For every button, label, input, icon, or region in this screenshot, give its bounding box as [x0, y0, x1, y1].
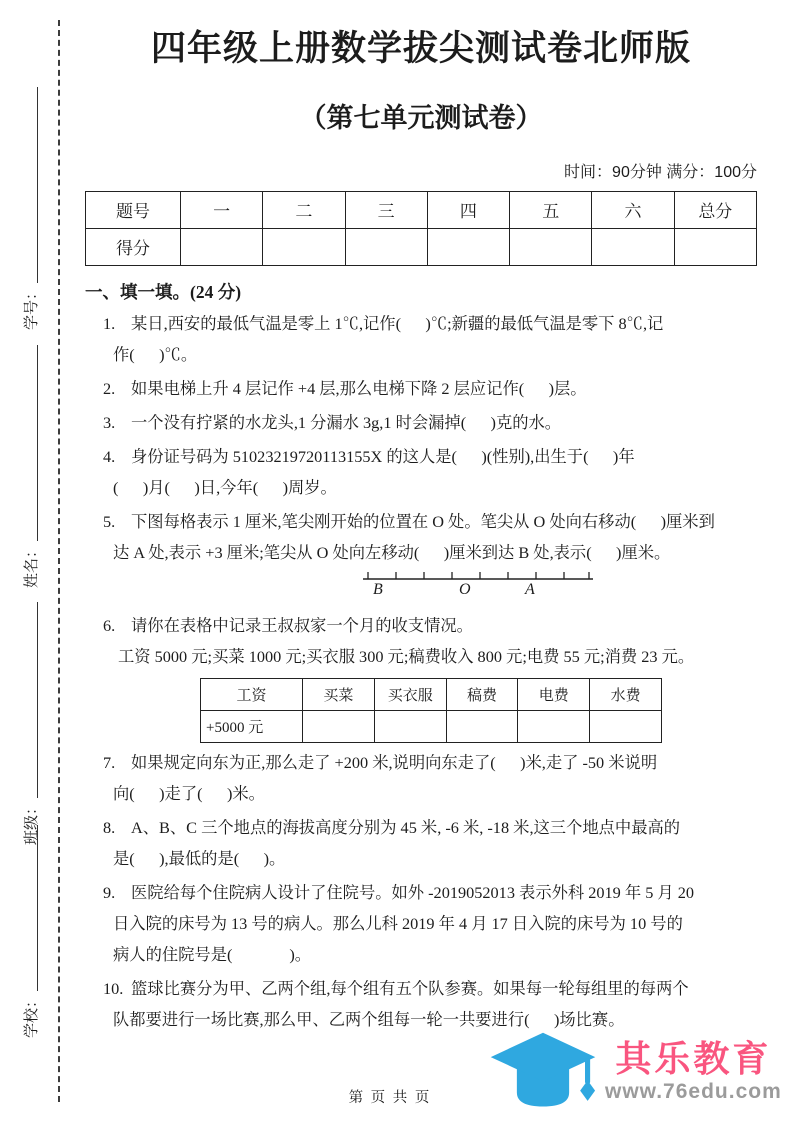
expense-cell-salary: +5000 元 — [201, 710, 303, 742]
school-label: 学校： — [24, 992, 40, 1038]
question-3 — [85, 407, 757, 438]
question-text: 如果电梯上升 4 层记作 +4 层,那么电梯下降 2 层应记作( )层。 — [131, 378, 587, 398]
question-5 — [85, 506, 757, 607]
question-text: 队都要进行一场比赛,那么甲、乙两个组每一轮一共要进行( )场比赛。 — [113, 1009, 625, 1029]
exam-paper — [85, 26, 757, 1035]
score-col-2: 二 — [263, 191, 345, 228]
question-number: 9. — [103, 882, 116, 902]
question-text: 工资 5000 元;买菜 1000 元;买衣服 300 元;稿费收入 800 元;电费 55 元;消费 23 元。 — [118, 646, 695, 666]
brand-name: 其乐教育 — [615, 1038, 772, 1080]
question-number: 10. — [103, 978, 124, 998]
question-8 — [85, 812, 757, 874]
score-cell — [510, 228, 592, 265]
question-line — [103, 373, 757, 404]
question-text: 请你在表格中记录王叔叔家一个月的收支情况。 — [131, 615, 473, 635]
question-text: A、B、C 三个地点的海拔高度分别为 45 米, -6 米, -18 米,这三个地点中最高的 — [131, 817, 681, 837]
question-line — [103, 747, 757, 778]
question-text: 是( ),最低的是( )。 — [113, 848, 286, 868]
question-10 — [85, 973, 757, 1035]
expense-table — [200, 678, 662, 743]
expense-cell — [590, 710, 662, 742]
score-table-value-row — [86, 228, 757, 265]
expense-table-value-row — [201, 710, 662, 742]
score-cell — [674, 228, 756, 265]
question-text: 某日,西安的最低气温是零上 1℃,记作( )℃;新疆的最低气温是零下 8℃,记 — [131, 313, 664, 333]
question-line — [103, 778, 757, 809]
question-line — [103, 407, 757, 438]
score-row-label: 得分 — [86, 228, 181, 265]
question-4 — [85, 441, 757, 503]
score-col-3: 三 — [345, 191, 427, 228]
question-number: 6. — [103, 615, 116, 635]
question-line — [103, 843, 757, 874]
question-list — [85, 308, 757, 1035]
numberline-label-o: O — [459, 580, 471, 598]
name-label: 姓名： — [24, 542, 40, 588]
question-text: 篮球比赛分为甲、乙两个组,每个组有五个队参赛。如果每一轮每组里的每两个 — [131, 978, 689, 998]
expense-col-clothes: 买衣服 — [374, 678, 446, 710]
question-line — [103, 973, 757, 1004]
expense-cell — [303, 710, 375, 742]
question-number: 1. — [103, 313, 116, 333]
footer-page-label: 第 页 共 页 — [348, 1090, 432, 1106]
question-line — [103, 812, 757, 843]
question-line — [103, 877, 757, 908]
question-text: 下图每格表示 1 厘米,笔尖刚开始的位置在 O 处。笔尖从 O 处向右移动( )厘米到 — [131, 511, 715, 531]
score-cell — [180, 228, 262, 265]
brand-text-block — [605, 1040, 782, 1104]
numberline-label-a: A — [525, 580, 535, 598]
question-text: 病人的住院号是( )。 — [113, 944, 312, 964]
question-line — [103, 506, 757, 537]
question-2 — [85, 373, 757, 404]
question-number: 3. — [103, 412, 116, 432]
school-blank-line — [36, 825, 38, 991]
score-cell — [592, 228, 674, 265]
page-subtitle: （第七单元测试卷） — [299, 102, 543, 133]
question-6 — [85, 610, 757, 743]
expense-col-groceries: 买菜 — [303, 678, 375, 710]
question-7 — [85, 747, 757, 809]
binding-dashed-line — [58, 20, 60, 1102]
sidebar-field-name — [20, 343, 42, 588]
graduation-cap-icon — [487, 1029, 599, 1115]
expense-col-electricity: 电费 — [518, 678, 590, 710]
question-number: 4. — [103, 446, 116, 466]
sidebar-field-class — [20, 600, 42, 845]
student-id-blank-line — [36, 87, 38, 283]
exam-meta: 时间：90分钟 满分：100分 — [564, 163, 757, 181]
question-line — [103, 472, 757, 503]
question-line — [103, 939, 757, 970]
question-text: ( )月( )日,今年( )周岁。 — [113, 477, 337, 497]
question-9 — [85, 877, 757, 970]
expense-cell — [518, 710, 590, 742]
expense-col-water: 水费 — [590, 678, 662, 710]
page-title: 四年级上册数学拔尖测试卷北师版 — [150, 29, 691, 68]
name-blank-line — [36, 345, 38, 541]
question-text: 身份证号码为 51023219720113155X 的这人是( )(性别),出生于( )年 — [131, 446, 635, 466]
score-cell — [345, 228, 427, 265]
question-1 — [85, 308, 757, 370]
score-table — [85, 191, 757, 266]
score-col-6: 六 — [592, 191, 674, 228]
expense-table-header-row — [201, 678, 662, 710]
question-number: 2. — [103, 378, 116, 398]
class-blank-line — [36, 602, 38, 798]
question-line — [103, 308, 757, 339]
score-cell — [263, 228, 345, 265]
numberline-label-b: B — [373, 580, 383, 598]
question-text: 作( )℃。 — [113, 344, 198, 364]
section-heading: 一、填一填。(24 分) — [85, 281, 242, 302]
brand-url: www.76edu.com — [605, 1079, 782, 1103]
sidebar-field-student-id — [20, 85, 42, 330]
score-cell — [427, 228, 509, 265]
question-line — [103, 441, 757, 472]
expense-cell — [446, 710, 518, 742]
question-text: 日入院的床号为 13 号的病人。那么儿科 2019 年 4 月 17 日入院的床号为 10 号的 — [113, 913, 683, 933]
question-number: 5. — [103, 511, 116, 531]
number-line-axis — [363, 569, 593, 583]
question-text: 如果规定向东为正,那么走了 +200 米,说明向东走了( )米,走了 -50 米说明 — [131, 752, 658, 772]
sidebar-field-school — [20, 823, 42, 1038]
score-col-5: 五 — [510, 191, 592, 228]
question-line — [103, 537, 757, 568]
question-line — [103, 641, 757, 672]
student-id-label: 学号： — [24, 284, 40, 330]
score-table-header-row — [86, 191, 757, 228]
expense-col-royalty: 稿费 — [446, 678, 518, 710]
brand-logo — [487, 1030, 787, 1114]
question-text: 一个没有拧紧的水龙头,1 分漏水 3g,1 时会漏掉( )克的水。 — [131, 412, 562, 432]
question-line — [103, 908, 757, 939]
question-text: 医院给每个住院病人设计了住院号。如外 -2019052013 表示外科 2019 年 5 月 20 — [131, 882, 695, 902]
question-line — [103, 339, 757, 370]
question-line — [103, 610, 757, 641]
score-col-total: 总分 — [674, 191, 756, 228]
expense-col-salary: 工资 — [201, 678, 303, 710]
class-label: 班级： — [24, 799, 40, 845]
question-text: 达 A 处,表示 +3 厘米;笔尖从 O 处向左移动( )厘米到达 B 处,表示( )厘米。 — [113, 542, 671, 562]
score-col-4: 四 — [427, 191, 509, 228]
number-line — [363, 569, 593, 607]
question-number: 7. — [103, 752, 116, 772]
score-col-1: 一 — [180, 191, 262, 228]
expense-cell — [374, 710, 446, 742]
score-table-corner: 题号 — [86, 191, 181, 228]
question-text: 向( )走了( )米。 — [113, 783, 265, 803]
question-number: 8. — [103, 817, 116, 837]
